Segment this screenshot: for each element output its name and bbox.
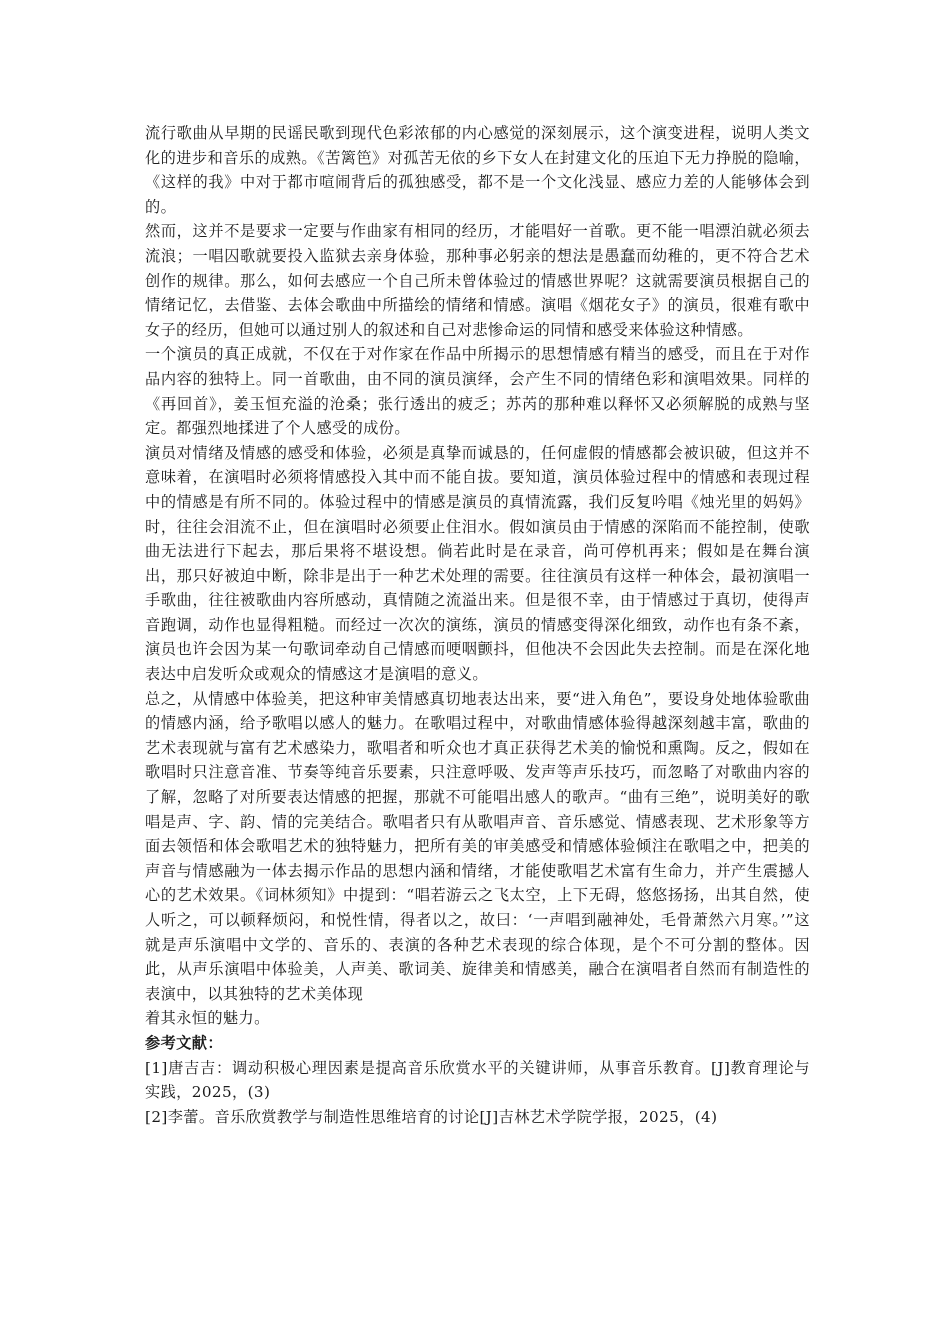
references-heading: 参考文献： (145, 1033, 223, 1052)
paragraph-5: 总之，从情感中体验美，把这种审美情感真切地表达出来，要“进入角色”，要设身处地体验歌曲的情感内涵，给予歌唱以感人的魅力。在歌唱过程中，对歌曲情感体验得越深刻越丰富，歌曲的艺术表现就与富有艺术感染力，歌唱者和听众也才真正获得艺术美的愉悦和熏陶。反之，假如在歌唱时只注意音准、节奏等纯音乐要素，只注意呼吸、发声等声乐技巧，而忽略了对歌曲内容的了解，忽略了对所要表达情感的把握，那就不可能唱出感人的歌声。“曲有三绝”，说明美好的歌唱是声、字、韵、情的完美结合。歌唱者只有从歌唱声音、音乐感觉、情感表现、艺术形象等方面去领悟和体会歌唱艺术的独特魅力，把所有美的审美感受和情感体验倾注在歌唱之中，把美的声音与情感融为一体去揭示作品的思想内涵和情绪，才能使歌唱艺术富有生命力，并产生震撼人心的艺术效果。《词林须知》中提到：“唱若游云之飞太空，上下无碍，悠悠扬扬，出其自然，使人听之，可以顿释烦闷，和悦性情，得者以之，故曰：‘一声唱到融神处，毛骨萧然六月寒。’”这就是声乐演唱中文学的、音乐的、表演的各种艺术表现的综合体现，是个不可分割的整体。因此，从声乐演唱中体验美，人声美、歌词美、旋律美和情感美，融合在演唱者自然而有制造性的表演中，以其独特的艺术美体现 (145, 689, 810, 1003)
paragraph-2: 然而，这并不是要求一定要与作曲家有相同的经历，才能唱好一首歌。更不能一唱漂泊就必须去流浪；一唱囚歌就要投入监狱去亲身体验，那种事必躬亲的想法是愚蠢而幼稚的，更不符合艺术创作的规律。那么，如何去感应一个自己所未曾体验过的情感世界呢？这就需要演员根据自己的情绪记忆，去借鉴、去体会歌曲中所描绘的情绪和情感。演唱《烟花女子》的演员，很难有歌中女子的经历，但她可以通过别人的叙述和自己对悲惨命运的同情和感受来体验这种情感。 (145, 222, 810, 339)
document-body (145, 121, 810, 1129)
reference-item: [2]李蕾。音乐欣赏教学与制造性思维培育的讨论[J]吉林艺术学院学报，2025，(4) (145, 1107, 718, 1126)
paragraph-3: 一个演员的真正成就，不仅在于对作家在作品中所揭示的思想情感有精当的感受，而且在于对作品内容的独特上。同一首歌曲，由不同的演员演绎，会产生不同的情绪色彩和演唱效果。同样的《再回首》，姜玉恒充溢的沧桑；张行透出的疲乏；苏芮的那种难以释怀又必须解脱的成熟与坚定。都强烈地揉进了个人感受的成份。 (145, 345, 810, 438)
paragraph-4: 演员对情绪及情感的感受和体验，必须是真挚而诚恳的，任何虚假的情感都会被识破，但这并不意味着，在演唱时必须将情感投入其中而不能自拔。要知道，演员体验过程中的情感和表现过程中的情感是有所不同的。体验过程中的情感是演员的真情流露，我们反复吟唱《烛光里的妈妈》时，往往会泪流不止，但在演唱时必须要止住泪水。假如演员由于情感的深陷而不能控制，使歌曲无法进行下起去，那后果将不堪设想。倘若此时是在录音，尚可停机再来；假如是在舞台演出，那只好被迫中断，除非是出于一种艺术处理的需要。往往演员有这样一种体会，最初演唱一手歌曲，往往被歌曲内容所感动，真情随之流溢出来。但是很不幸，由于情感过于真切，使得声音跑调，动作也显得粗糙。而经过一次次的演练，演员的情感变得深化细致，动作也有条不紊，演员也许会因为某一句歌词牵动自己情感而哽咽颤抖，但他决不会因此失去控制。而是在深化地表达中启发听众或观众的情感这才是演唱的意义。 (145, 443, 810, 684)
paragraph-1: 流行歌曲从早期的民谣民歌到现代色彩浓郁的内心感觉的深刻展示，这个演变进程，说明人类文化的进步和音乐的成熟。《苦篱笆》对孤苦无依的乡下女人在封建文化的压迫下无力挣脱的隐喻，《这样的我》中对于都市喧闹背后的孤独感受，都不是一个文化浅显、感应力差的人能够体会到的。 (145, 124, 810, 216)
paragraph-6: 着其永恒的魅力。 (145, 1009, 270, 1028)
reference-item: [1]唐吉吉：调动积极心理因素是提高音乐欣赏水平的关键讲师，从事音乐教育。[J]教育理论与实践，2025，(3) (145, 1058, 810, 1102)
